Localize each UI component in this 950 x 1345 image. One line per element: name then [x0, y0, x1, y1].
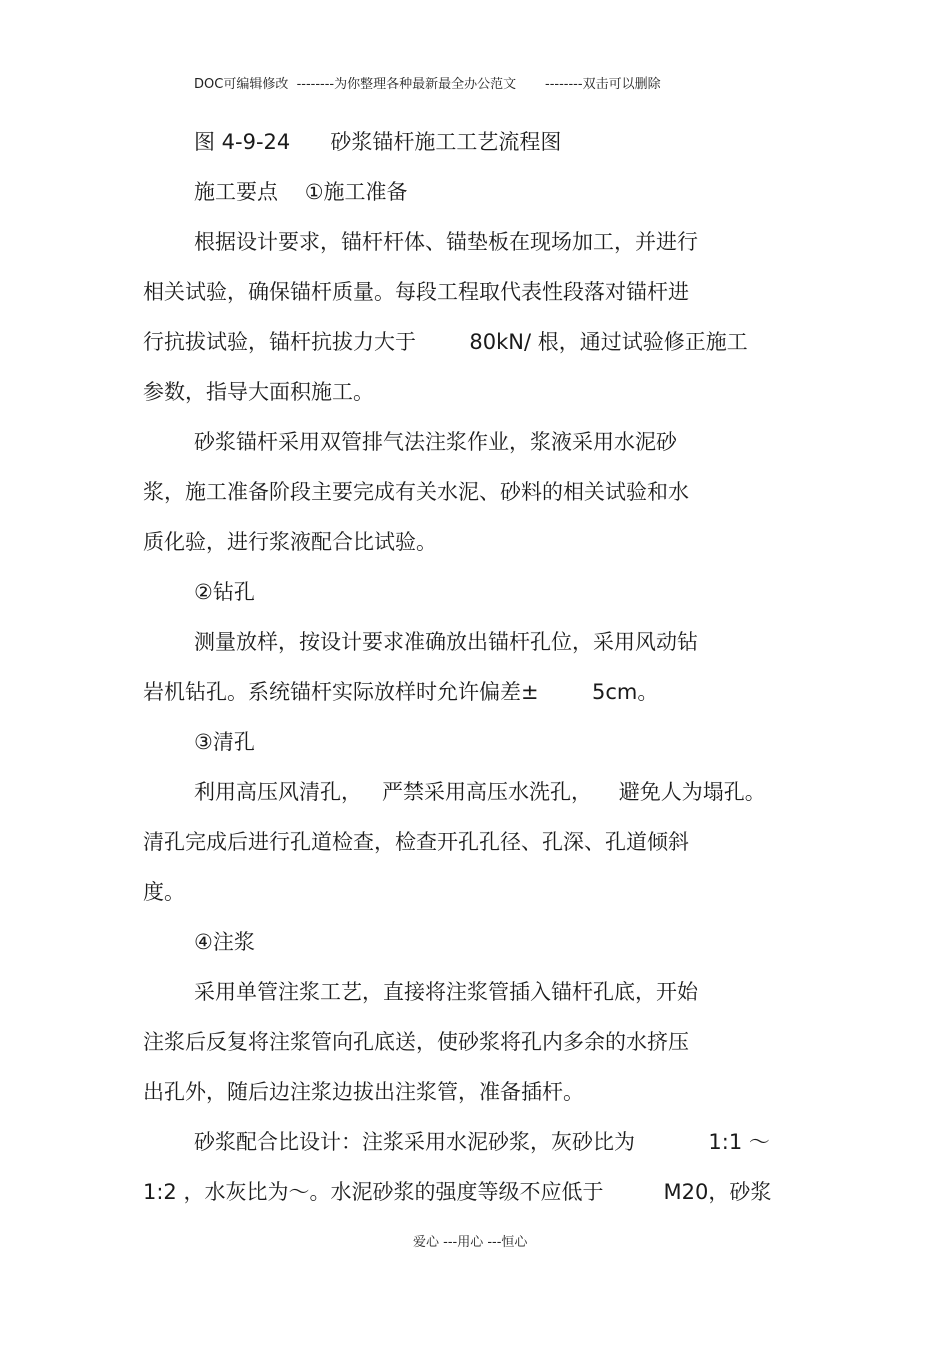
paragraph-line: 岩机钻孔。系统锚杆实际放样时允许偏差± 5cm。	[143, 680, 659, 704]
paragraph-line: 测量放样，按设计要求准确放出锚杆孔位，采用风动钻	[194, 630, 698, 654]
paragraph-line: 根据设计要求，锚杆杆体、锚垫板在现场加工，并进行	[194, 230, 698, 254]
paragraph-line: 出孔外，随后边注浆边拔出注浆管，准备插杆。	[143, 1080, 584, 1104]
paragraph-line: 1:2 ，水灰比为～。水泥砂浆的强度等级不应低于 M20，砂浆	[143, 1180, 772, 1204]
paragraph-line: 行抗拔试验，锚杆抗拔力大于 80kN/ 根，通过试验修正施工	[143, 330, 748, 354]
paragraph-line: 砂浆锚杆采用双管排气法注浆作业，浆液采用水泥砂	[194, 430, 677, 454]
paragraph-line: 相关试验，确保锚杆质量。每段工程取代表性段落对锚杆进	[143, 280, 689, 304]
paragraph-line: 参数，指导大面积施工。	[143, 380, 374, 404]
section-heading: ④注浆	[194, 930, 255, 954]
section-heading: ②钻孔	[194, 580, 255, 604]
paragraph-line: 注浆后反复将注浆管向孔底送，使砂浆将孔内多余的水挤压	[143, 1030, 689, 1054]
figure-caption: 图 4-9-24 砂浆锚杆施工工艺流程图	[194, 130, 562, 154]
paragraph-line: 清孔完成后进行孔道检查，检查开孔孔径、孔深、孔道倾斜	[143, 830, 689, 854]
paragraph-line: 浆，施工准备阶段主要完成有关水泥、砂料的相关试验和水	[143, 480, 689, 504]
page-header: DOC可编辑修改 --------为你整理各种最新最全办公范文 --------双击可以删除	[194, 77, 661, 92]
paragraph-line: 砂浆配合比设计：注浆采用水泥砂浆，灰砂比为 1:1 ～	[194, 1130, 770, 1154]
paragraph-line: 质化验，进行浆液配合比试验。	[143, 530, 437, 554]
paragraph-line: 度。	[143, 880, 185, 904]
page-footer: 爱心 ---用心 ---恒心	[413, 1235, 528, 1250]
paragraph-line: 采用单管注浆工艺，直接将注浆管插入锚杆孔底，开始	[194, 980, 698, 1004]
paragraph-line: 利用高压风清孔， 严禁采用高压水洗孔， 避免人为塌孔。	[194, 780, 766, 804]
section-heading: ③清孔	[194, 730, 255, 754]
paragraph-line: 施工要点 ①施工准备	[194, 180, 408, 204]
